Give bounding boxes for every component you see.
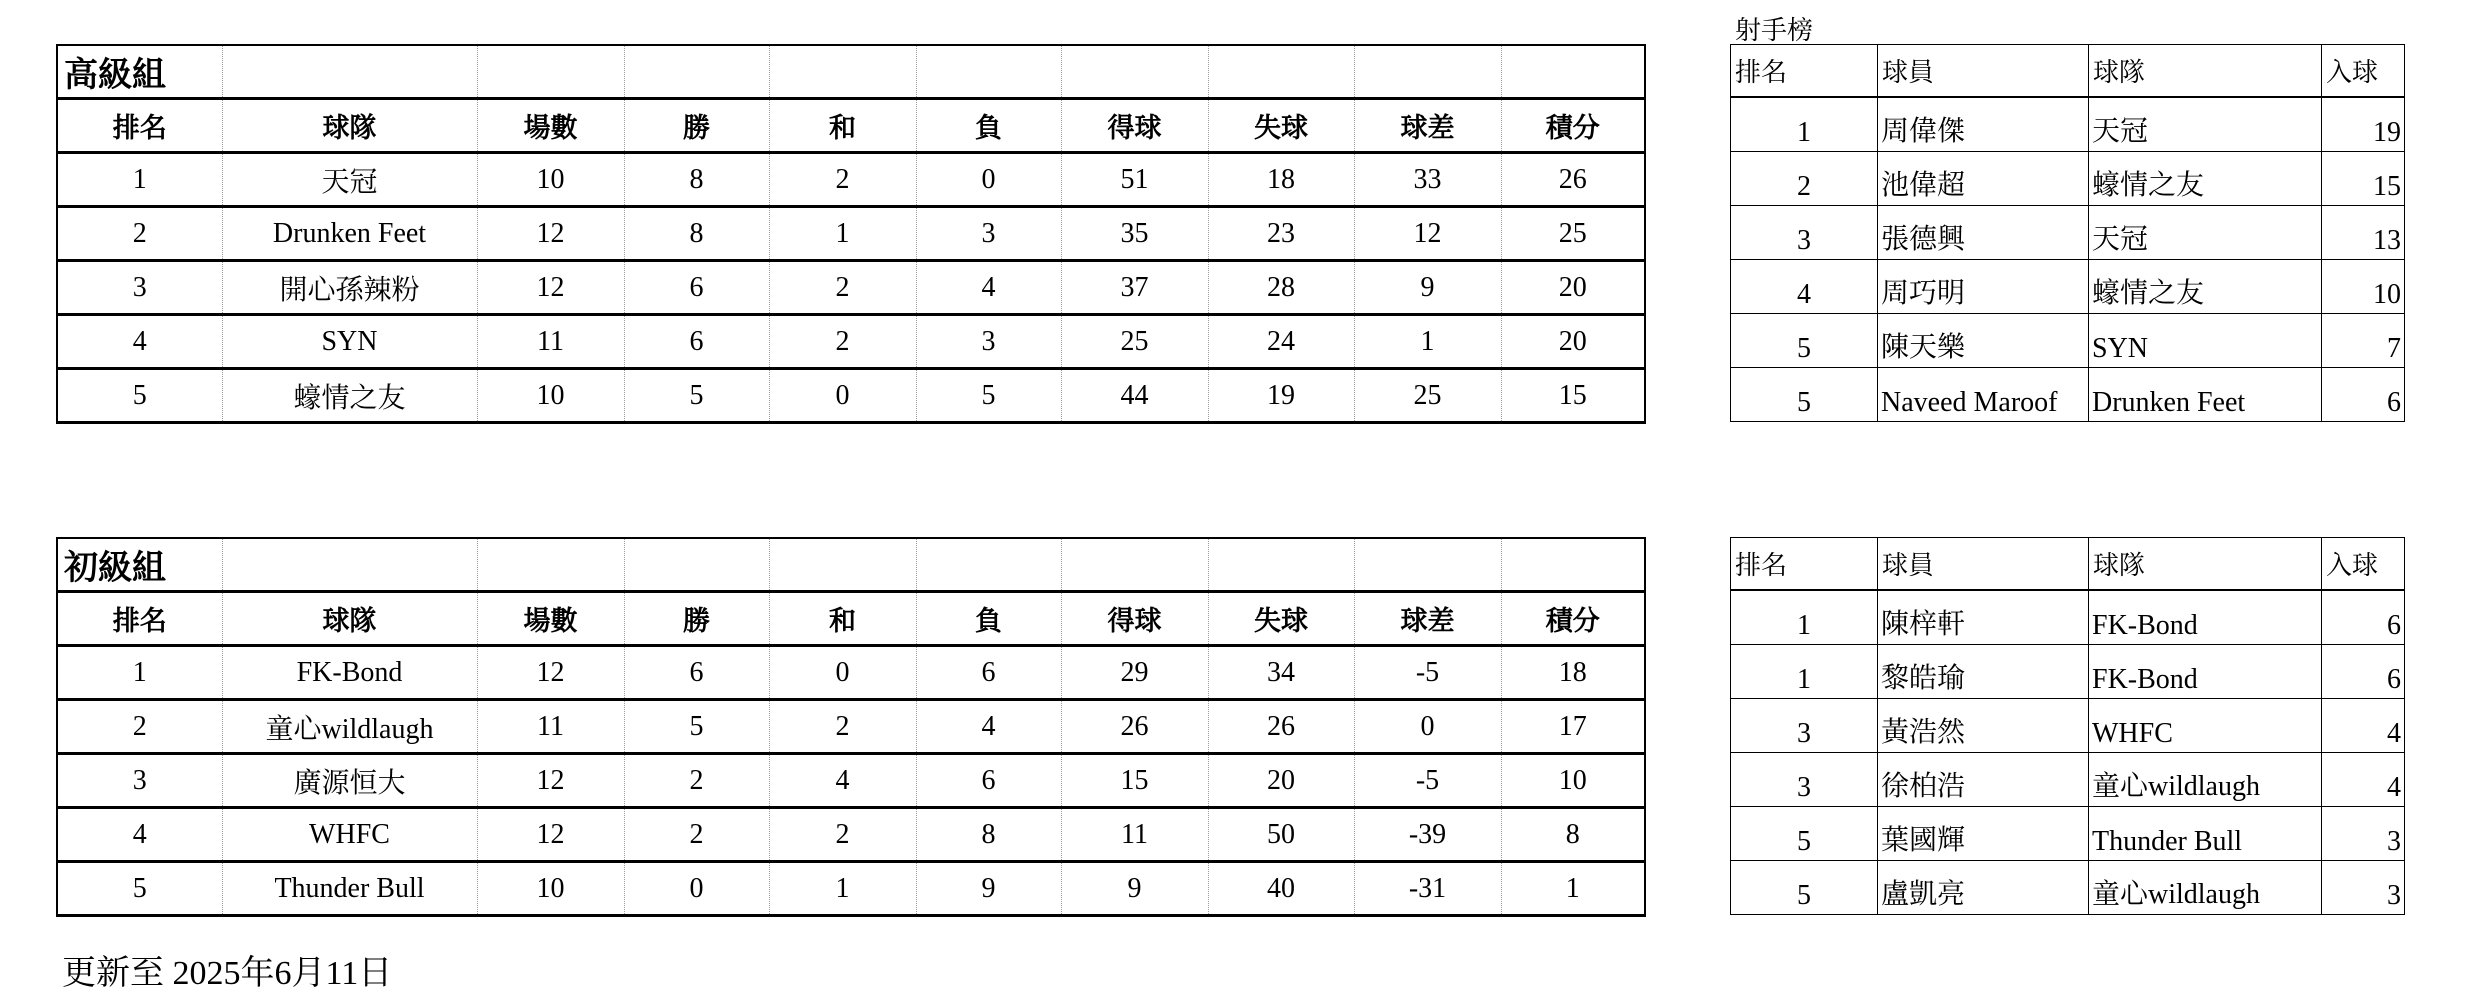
table-cell: 8 — [624, 153, 769, 207]
table-row — [1731, 699, 2405, 753]
table-row — [1731, 753, 2405, 807]
table-row — [57, 862, 1645, 916]
table-cell: 3 — [1731, 206, 1878, 260]
table-cell: -5 — [1354, 754, 1501, 808]
column-header: 和 — [769, 99, 916, 153]
table-cell: 6 — [916, 754, 1061, 808]
senior-standings-table — [56, 44, 1646, 424]
table-cell: 10 — [477, 369, 624, 423]
table-cell: 1 — [769, 207, 916, 261]
table-cell: 10 — [477, 153, 624, 207]
table-cell: 25 — [1354, 369, 1501, 423]
table-cell: 1 — [57, 646, 222, 700]
table-cell: 6 — [2322, 590, 2405, 645]
table-cell: FK-Bond — [2089, 590, 2322, 645]
table-row — [1731, 368, 2405, 422]
table-cell: Thunder Bull — [222, 862, 477, 916]
column-header: 球隊 — [222, 592, 477, 646]
table-row — [57, 808, 1645, 862]
table-row — [1731, 152, 2405, 206]
table-cell: 9 — [1354, 261, 1501, 315]
table-cell: 4 — [916, 261, 1061, 315]
table-cell: 2 — [624, 754, 769, 808]
table-cell: 蠔情之友 — [2089, 152, 2322, 206]
table-cell: Thunder Bull — [2089, 807, 2322, 861]
table-row — [57, 207, 1645, 261]
table-cell: -31 — [1354, 862, 1501, 916]
table-row — [1731, 645, 2405, 699]
scorers-title: 射手榜 — [1735, 16, 1814, 46]
table-cell: -5 — [1354, 646, 1501, 700]
table-row — [57, 369, 1645, 423]
senior-title-row — [57, 45, 1645, 99]
table-cell: 10 — [1501, 754, 1645, 808]
table-cell: 20 — [1501, 315, 1645, 369]
table-cell: 9 — [916, 862, 1061, 916]
column-header: 失球 — [1208, 99, 1354, 153]
table-cell: 19 — [2322, 97, 2405, 152]
table-row — [1731, 861, 2405, 915]
senior-group-title: 高級組 — [57, 45, 222, 99]
table-cell: 4 — [57, 808, 222, 862]
column-header: 球員 — [1878, 45, 2089, 98]
table-cell: -39 — [1354, 808, 1501, 862]
table-cell: 1 — [1731, 97, 1878, 152]
column-header: 排名 — [57, 592, 222, 646]
table-cell: 23 — [1208, 207, 1354, 261]
table-row — [57, 646, 1645, 700]
table-cell: 蠔情之友 — [222, 369, 477, 423]
table-cell: 4 — [769, 754, 916, 808]
junior-header-row — [57, 592, 1645, 646]
table-cell: 童心wildlaugh — [2089, 753, 2322, 807]
table-cell: 29 — [1061, 646, 1208, 700]
table-cell: 2 — [57, 700, 222, 754]
table-cell: 33 — [1354, 153, 1501, 207]
table-cell: WHFC — [222, 808, 477, 862]
table-cell: 44 — [1061, 369, 1208, 423]
table-cell: 25 — [1501, 207, 1645, 261]
column-header: 球隊 — [2089, 45, 2322, 98]
table-cell: SYN — [222, 315, 477, 369]
table-cell: 3 — [2322, 807, 2405, 861]
table-cell: 10 — [477, 862, 624, 916]
table-cell: 51 — [1061, 153, 1208, 207]
table-cell: 黃浩然 — [1878, 699, 2089, 753]
table-cell: 1 — [1731, 590, 1878, 645]
table-cell: 8 — [624, 207, 769, 261]
table-cell: 5 — [57, 862, 222, 916]
table-cell: 6 — [2322, 368, 2405, 422]
table-row — [57, 754, 1645, 808]
table-cell: 5 — [1731, 314, 1878, 368]
table-cell: 15 — [2322, 152, 2405, 206]
table-cell: 6 — [624, 315, 769, 369]
table-cell: 蠔情之友 — [2089, 260, 2322, 314]
table-cell: 6 — [624, 646, 769, 700]
senior-scorers-header-row — [1731, 45, 2405, 98]
table-cell: 2 — [769, 261, 916, 315]
table-cell: 6 — [916, 646, 1061, 700]
table-cell: 1 — [57, 153, 222, 207]
table-cell: 廣源恒大 — [222, 754, 477, 808]
table-cell: FK-Bond — [222, 646, 477, 700]
junior-standings-table — [56, 537, 1646, 917]
table-cell: 0 — [1354, 700, 1501, 754]
column-header: 勝 — [624, 99, 769, 153]
senior-header-row — [57, 99, 1645, 153]
table-cell: 13 — [2322, 206, 2405, 260]
table-cell: 4 — [57, 315, 222, 369]
table-cell: 26 — [1208, 700, 1354, 754]
column-header: 排名 — [57, 99, 222, 153]
table-row — [1731, 206, 2405, 260]
senior-scorers-table — [1730, 44, 2405, 422]
table-cell: 5 — [624, 369, 769, 423]
column-header: 和 — [769, 592, 916, 646]
table-cell: 40 — [1208, 862, 1354, 916]
table-cell: 童心wildlaugh — [2089, 861, 2322, 915]
last-updated-text: 更新至 2025年6月11日 — [62, 955, 393, 992]
table-cell: 15 — [1501, 369, 1645, 423]
table-cell: 3 — [2322, 861, 2405, 915]
table-cell: 12 — [477, 754, 624, 808]
table-cell: 2 — [624, 808, 769, 862]
table-cell: 徐柏浩 — [1878, 753, 2089, 807]
table-cell: 7 — [2322, 314, 2405, 368]
table-cell: 3 — [57, 754, 222, 808]
column-header: 負 — [916, 99, 1061, 153]
column-header: 得球 — [1061, 99, 1208, 153]
table-cell: 12 — [477, 207, 624, 261]
table-cell: 9 — [1061, 862, 1208, 916]
table-cell: 池偉超 — [1878, 152, 2089, 206]
column-header: 球差 — [1354, 99, 1501, 153]
table-row — [57, 315, 1645, 369]
table-cell: 0 — [769, 646, 916, 700]
table-cell: 周偉傑 — [1878, 97, 2089, 152]
column-header: 排名 — [1731, 538, 1878, 591]
column-header: 場數 — [477, 592, 624, 646]
table-cell: Drunken Feet — [222, 207, 477, 261]
column-header: 球員 — [1878, 538, 2089, 591]
table-cell: 5 — [1731, 861, 1878, 915]
column-header: 入球 — [2322, 538, 2405, 591]
table-cell: 12 — [477, 646, 624, 700]
table-cell: 15 — [1061, 754, 1208, 808]
table-cell: 3 — [57, 261, 222, 315]
column-header: 失球 — [1208, 592, 1354, 646]
junior-scorers-table — [1730, 537, 2405, 915]
table-cell: Drunken Feet — [2089, 368, 2322, 422]
table-cell: 1 — [1354, 315, 1501, 369]
table-cell: 3 — [916, 207, 1061, 261]
column-header: 積分 — [1501, 99, 1645, 153]
table-cell: 4 — [916, 700, 1061, 754]
table-cell: 3 — [1731, 699, 1878, 753]
table-cell: 26 — [1501, 153, 1645, 207]
table-cell: 2 — [769, 808, 916, 862]
table-cell: 35 — [1061, 207, 1208, 261]
column-header: 負 — [916, 592, 1061, 646]
table-cell: 天冠 — [2089, 206, 2322, 260]
table-cell: 50 — [1208, 808, 1354, 862]
table-cell: 10 — [2322, 260, 2405, 314]
table-cell: SYN — [2089, 314, 2322, 368]
table-cell: 陳天樂 — [1878, 314, 2089, 368]
table-row — [1731, 97, 2405, 152]
table-cell: 5 — [1731, 807, 1878, 861]
table-cell: 28 — [1208, 261, 1354, 315]
table-cell: 37 — [1061, 261, 1208, 315]
table-cell: 0 — [769, 369, 916, 423]
table-cell: 20 — [1208, 754, 1354, 808]
table-cell: 12 — [477, 261, 624, 315]
table-cell: 11 — [1061, 808, 1208, 862]
table-cell: 5 — [624, 700, 769, 754]
table-cell: 黎皓瑜 — [1878, 645, 2089, 699]
table-cell: 1 — [769, 862, 916, 916]
table-cell: 5 — [916, 369, 1061, 423]
table-cell: 5 — [57, 369, 222, 423]
table-cell: 童心wildlaugh — [222, 700, 477, 754]
table-cell: 11 — [477, 315, 624, 369]
table-cell: 1 — [1731, 645, 1878, 699]
table-cell: 18 — [1208, 153, 1354, 207]
table-cell: FK-Bond — [2089, 645, 2322, 699]
table-cell: 2 — [769, 700, 916, 754]
column-header: 排名 — [1731, 45, 1878, 98]
column-header: 球隊 — [2089, 538, 2322, 591]
table-cell: 2 — [1731, 152, 1878, 206]
table-cell: 4 — [2322, 699, 2405, 753]
table-cell: 天冠 — [222, 153, 477, 207]
table-cell: 11 — [477, 700, 624, 754]
table-cell: 8 — [916, 808, 1061, 862]
table-row — [1731, 590, 2405, 645]
table-cell: 26 — [1061, 700, 1208, 754]
table-cell: 25 — [1061, 315, 1208, 369]
table-cell: 6 — [624, 261, 769, 315]
table-cell: 18 — [1501, 646, 1645, 700]
table-cell: 2 — [769, 315, 916, 369]
table-cell: 陳梓軒 — [1878, 590, 2089, 645]
junior-title-row — [57, 538, 1645, 592]
table-row — [57, 153, 1645, 207]
table-cell: 20 — [1501, 261, 1645, 315]
table-cell: 1 — [1501, 862, 1645, 916]
table-row — [1731, 314, 2405, 368]
table-cell: 天冠 — [2089, 97, 2322, 152]
column-header: 積分 — [1501, 592, 1645, 646]
table-cell: 周巧明 — [1878, 260, 2089, 314]
table-cell: 3 — [1731, 753, 1878, 807]
table-cell: 17 — [1501, 700, 1645, 754]
column-header: 得球 — [1061, 592, 1208, 646]
table-cell: 盧凱亮 — [1878, 861, 2089, 915]
table-cell: 2 — [769, 153, 916, 207]
junior-group-title: 初級組 — [57, 538, 222, 592]
table-cell: 12 — [477, 808, 624, 862]
table-cell: 19 — [1208, 369, 1354, 423]
table-cell: 24 — [1208, 315, 1354, 369]
table-cell: 5 — [1731, 368, 1878, 422]
table-cell: 12 — [1354, 207, 1501, 261]
table-row — [57, 261, 1645, 315]
junior-scorers-header-row — [1731, 538, 2405, 591]
table-cell: 6 — [2322, 645, 2405, 699]
column-header: 球差 — [1354, 592, 1501, 646]
column-header: 入球 — [2322, 45, 2405, 98]
column-header: 場數 — [477, 99, 624, 153]
table-cell: 4 — [1731, 260, 1878, 314]
table-cell: 張德興 — [1878, 206, 2089, 260]
table-cell: 0 — [916, 153, 1061, 207]
table-cell: 4 — [2322, 753, 2405, 807]
table-cell: 3 — [916, 315, 1061, 369]
table-cell: 葉國輝 — [1878, 807, 2089, 861]
table-cell: Naveed Maroof — [1878, 368, 2089, 422]
table-cell: 8 — [1501, 808, 1645, 862]
table-cell: 2 — [57, 207, 222, 261]
table-cell: 開心孫辣粉 — [222, 261, 477, 315]
table-cell: WHFC — [2089, 699, 2322, 753]
table-cell: 34 — [1208, 646, 1354, 700]
table-row — [1731, 807, 2405, 861]
table-row — [1731, 260, 2405, 314]
table-cell: 0 — [624, 862, 769, 916]
column-header: 勝 — [624, 592, 769, 646]
table-row — [57, 700, 1645, 754]
column-header: 球隊 — [222, 99, 477, 153]
